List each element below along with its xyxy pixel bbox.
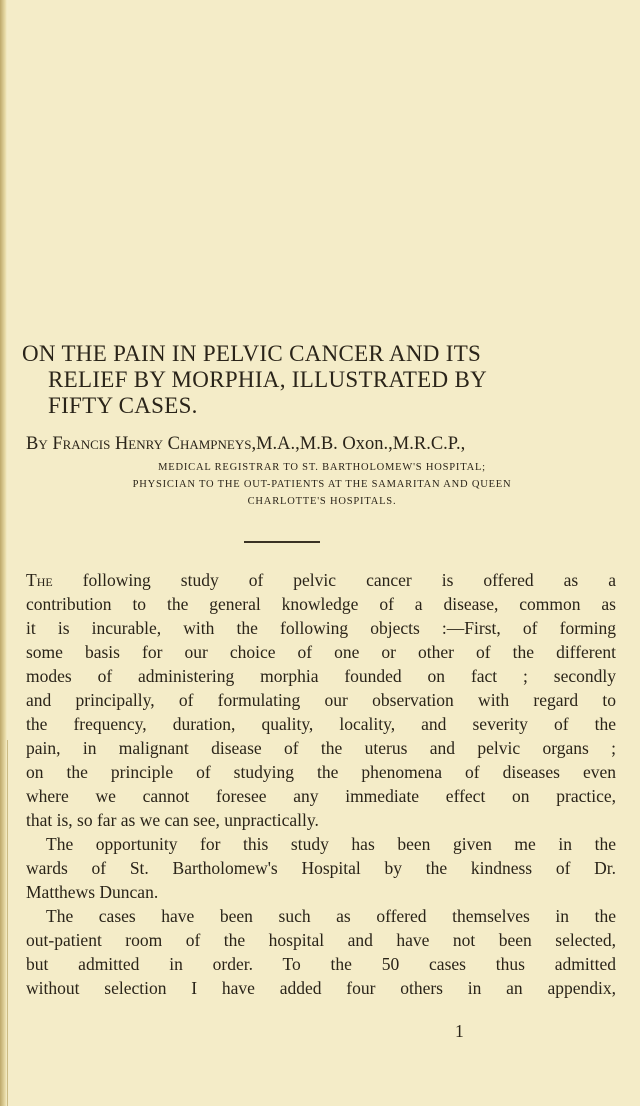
- body-line: on the principle of studying the phenomena of diseases even: [26, 762, 616, 782]
- body-line: without selection I have added four others in an appendix,: [26, 978, 616, 998]
- affiliation-line: PHYSICIAN TO THE OUT-PATIENTS AT THE SAMARITAN AND QUEEN: [132, 479, 512, 490]
- body-line: out-patient room of the hospital and have not been selected,: [26, 930, 616, 950]
- body-line: [26, 568, 616, 592]
- body-line: modes of administering morphia founded on fact ; secondly: [26, 666, 616, 686]
- author-affiliation: [22, 459, 622, 510]
- article-title: [22, 341, 622, 419]
- body-line: The opportunity for this study has been given me in the: [46, 834, 616, 854]
- body-line: pain, in malignant disease of the uterus and pelvic organs ;: [26, 738, 616, 758]
- title-line: FIFTY CASES.: [48, 393, 198, 418]
- affiliation-line: CHARLOTTE'S HOSPITALS.: [247, 496, 397, 507]
- body-line: The cases have been such as offered themselves in the: [46, 906, 616, 926]
- page-edge: [0, 0, 7, 1106]
- body-line: some basis for our choice of one or other of the different: [26, 642, 616, 662]
- body-line: but admitted in order. To the 50 cases thus admitted: [26, 954, 616, 974]
- title-line: RELIEF BY MORPHIA, ILLUSTRATED BY: [48, 367, 488, 392]
- body-line: contribution to the general knowledge of a disease, common as: [26, 594, 616, 614]
- gutter-line: [7, 740, 8, 1106]
- body-line: wards of St. Bartholomew's Hospital by the kindness of Dr.: [26, 858, 616, 878]
- body-line: the frequency, duration, quality, locality, and severity of the: [26, 714, 616, 734]
- body-text: [26, 568, 616, 1000]
- lead-word: The: [26, 570, 53, 590]
- author-name: By Francis Henry Champneys,: [26, 434, 257, 454]
- author-degrees: M.A.,M.B. Oxon.,M.R.C.P.,: [256, 434, 466, 454]
- author-line: [26, 433, 626, 455]
- section-rule: [244, 541, 320, 543]
- body-line: where we cannot foresee any immediate effect on practice,: [26, 786, 616, 806]
- title-line: ON THE PAIN IN PELVIC CANCER AND ITS: [22, 341, 482, 366]
- body-line: it is incurable, with the following objects :—First, of forming: [26, 618, 616, 638]
- body-line: that is, so far as we can see, unpractically.: [26, 810, 319, 830]
- page-number: 1: [455, 1021, 464, 1041]
- body-line: and principally, of formulating our observation with regard to: [26, 690, 616, 710]
- body-line-text: following study of pelvic cancer is offered as a: [52, 570, 616, 590]
- affiliation-line: MEDICAL REGISTRAR TO ST. BARTHOLOMEW'S HOSPITAL;: [158, 462, 486, 473]
- body-line: Matthews Duncan.: [26, 882, 159, 902]
